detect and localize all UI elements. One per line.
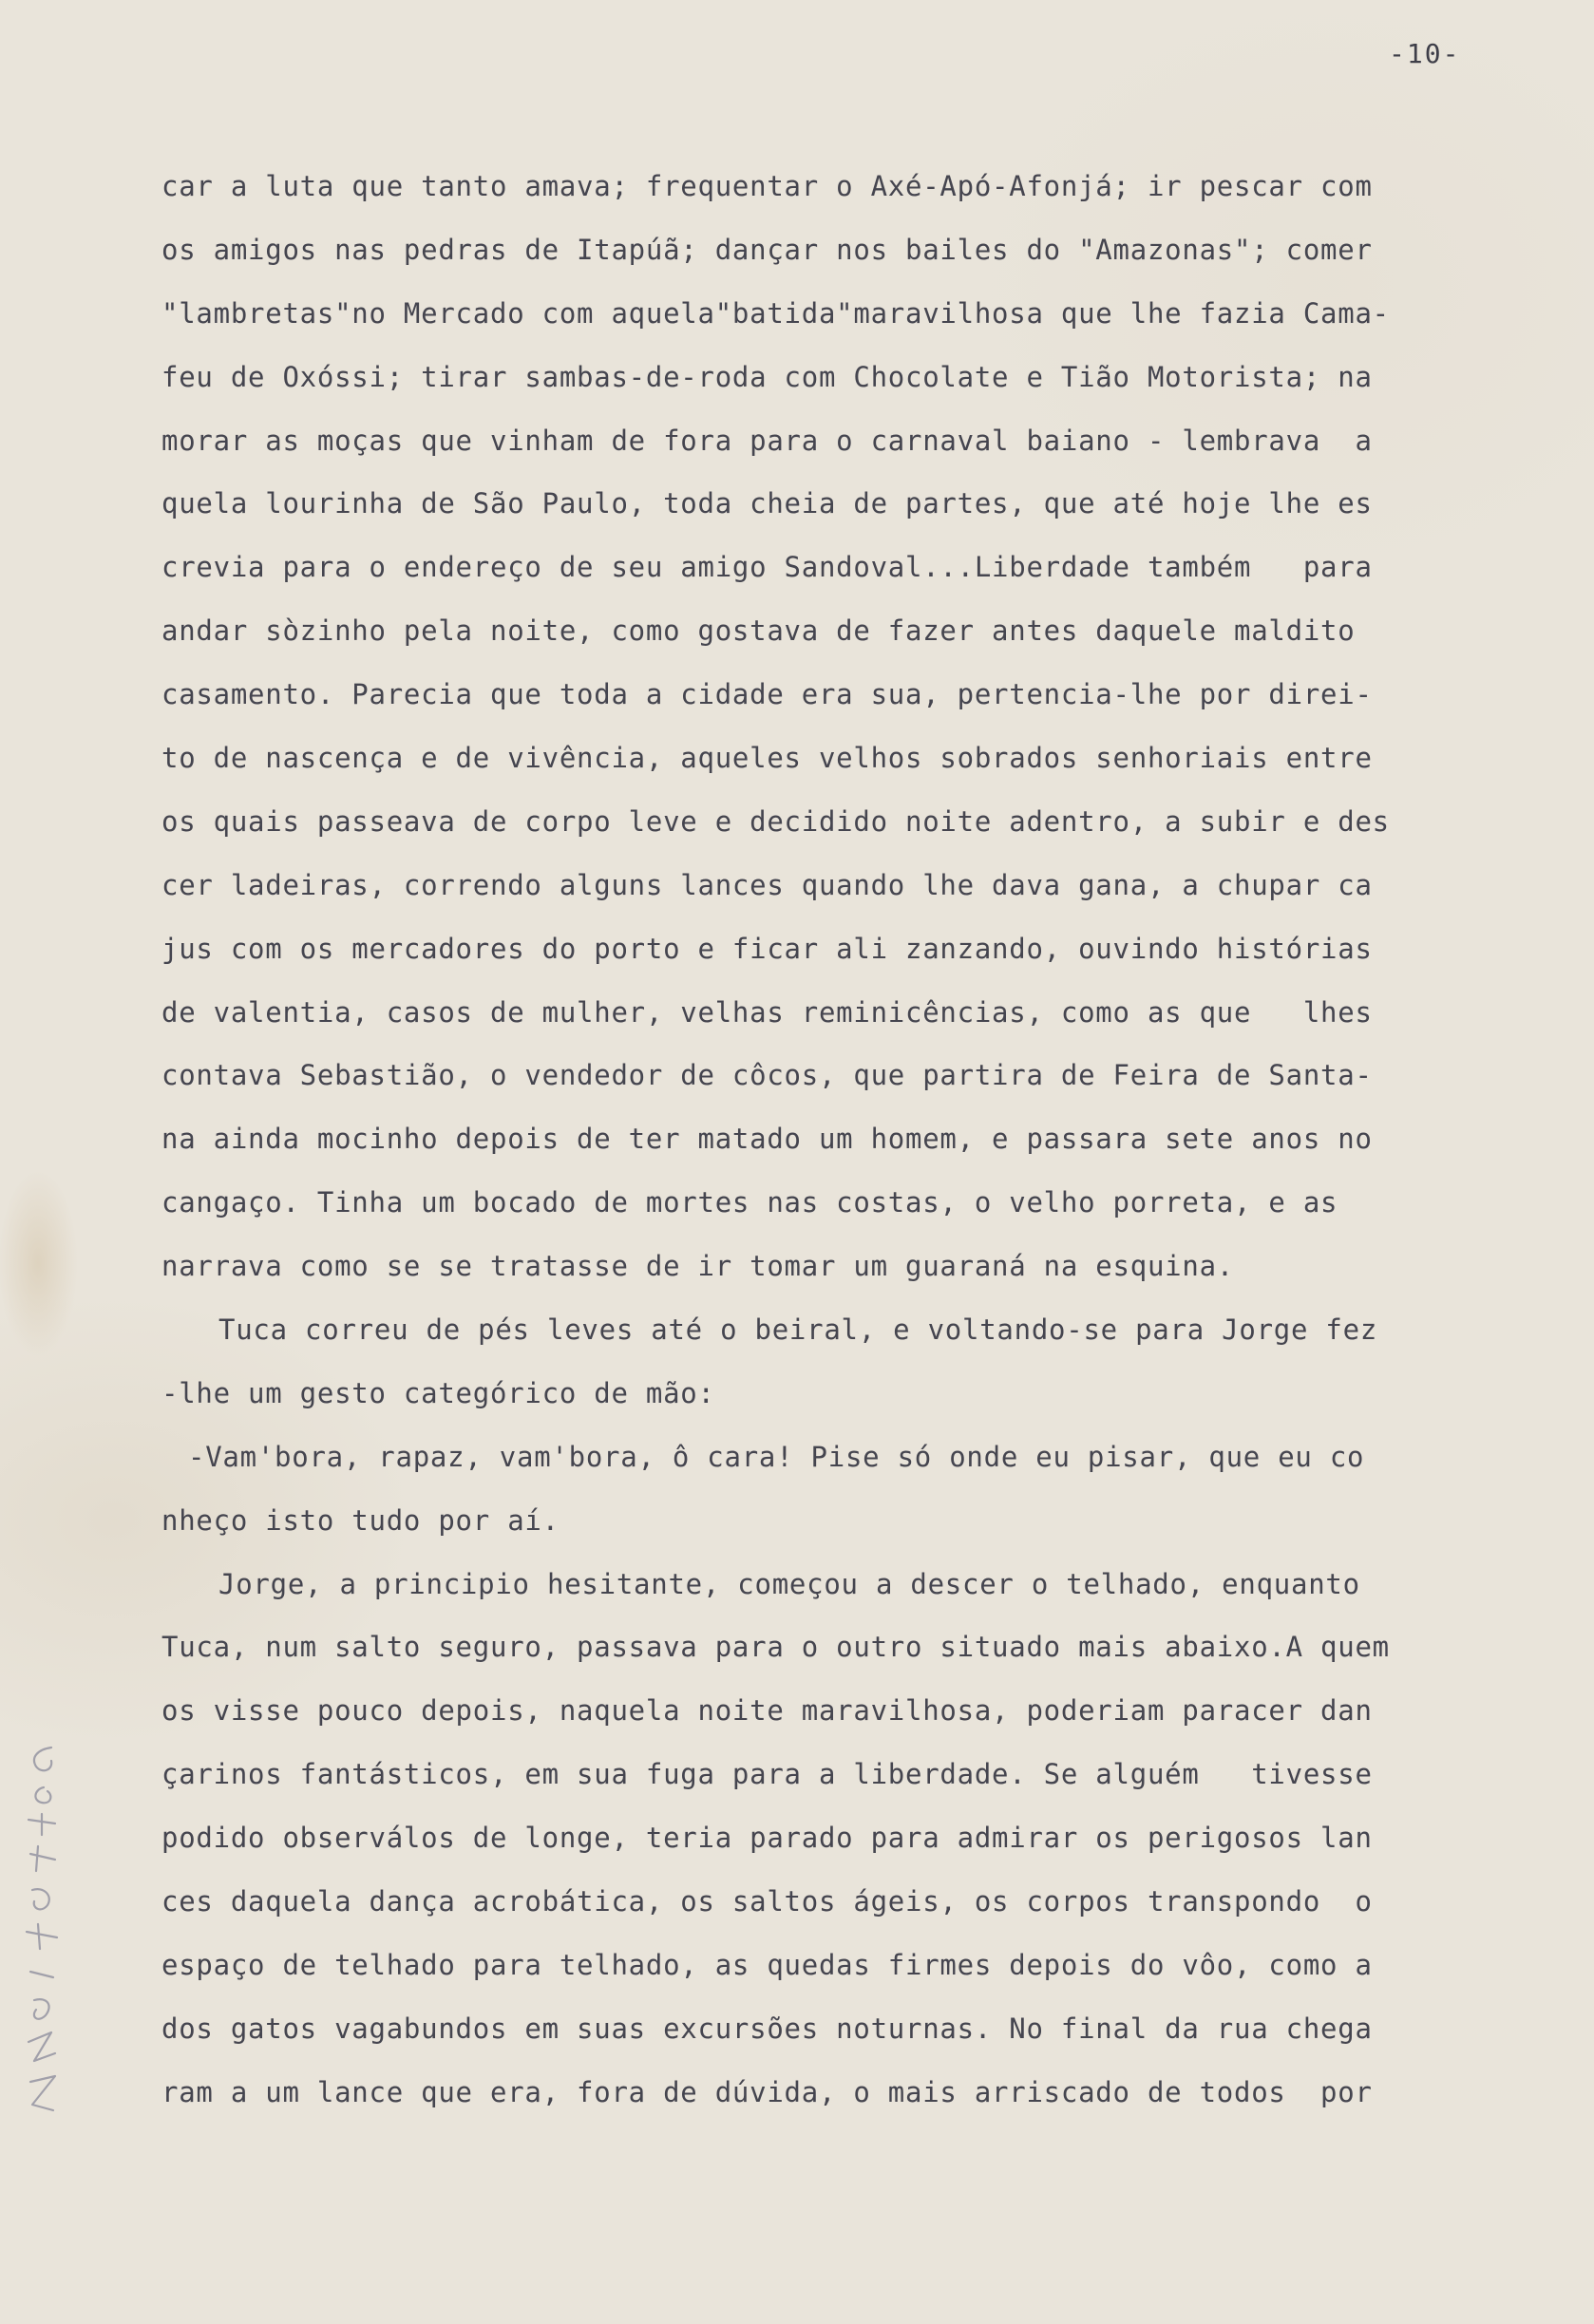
text-line: morar as moças que vinham de fora para o carnaval baiano - lembrava a: [161, 424, 1373, 457]
paragraph-start-line: Jorge, a principio hesitante, começou a descer o telhado, enquanto: [218, 1567, 1360, 1600]
text-line: car a luta que tanto amava; frequentar o Axé-Apó-Afonjá; ir pescar com: [161, 170, 1373, 202]
text-line: çarinos fantásticos, em sua fuga para a liberdade. Se alguém tivesse: [161, 1758, 1373, 1791]
text-line: crevia para o endereço de seu amigo Sandoval...Liberdade também para: [161, 551, 1373, 584]
text-line: jus com os mercadores do porto e ficar ali zanzando, ouvindo histórias: [161, 932, 1373, 965]
text-line: "lambretas"no Mercado com aquela"batida"maravilhosa que lhe fazia Cama-: [161, 296, 1390, 330]
dialogue-line: -Vam'bora, rapaz, vam'bora, ô cara! Pise só onde eu pisar, que eu co: [188, 1440, 1365, 1473]
text-line: andar sòzinho pela noite, como gostava de fazer antes daquele maldito: [161, 614, 1356, 648]
text-line: quela lourinha de São Paulo, toda cheia de partes, que até hoje lhe es: [161, 487, 1373, 520]
text-line: podido observálos de longe, teria parado para admirar os perigosos lan: [161, 1822, 1373, 1855]
handwritten-margin-annotation: [9, 1729, 66, 2137]
text-line: de valentia, casos de mulher, velhas reminicências, como as que lhes: [161, 995, 1373, 1029]
text-line: ces daquela dança acrobática, os saltos ágeis, os corpos transpondo o: [161, 1885, 1373, 1918]
text-line: cangaço. Tinha um bocado de mortes nas costas, o velho porreta, e as: [161, 1186, 1338, 1219]
text-line: os visse pouco depois, naquela noite maravilhosa, poderiam paracer dan: [161, 1694, 1373, 1728]
text-line: os quais passeava de corpo leve e decidido noite adentro, a subir e des: [161, 804, 1390, 838]
typed-body-text: [161, 155, 1520, 2125]
page-number: -10-: [1389, 38, 1461, 69]
text-line: na ainda mocinho depois de ter matado um homem, e passara sete anos no: [161, 1123, 1373, 1156]
text-line: contava Sebastião, o vendedor de côcos, que partira de Feira de Santa-: [161, 1059, 1373, 1092]
text-line: ram a um lance que era, fora de dúvida, o mais arriscado de todos por: [161, 2075, 1373, 2108]
text-line: cer ladeiras, correndo alguns lances quando lhe dava gana, a chupar ca: [161, 868, 1373, 901]
text-line: narrava como se se tratasse de ir tomar um guaraná na esquina.: [161, 1250, 1234, 1283]
text-line: espaço de telhado para telhado, as quedas firmes depois do vôo, como a: [161, 1948, 1373, 1981]
text-line: feu de Oxóssi; tirar sambas-de-roda com Chocolate e Tião Motorista; na: [161, 360, 1373, 393]
text-line: -lhe um gesto categórico de mão:: [161, 1376, 715, 1409]
text-line: nheço isto tudo por aí.: [161, 1503, 560, 1537]
text-line: casamento. Parecia que toda a cidade era sua, pertencia-lhe por direi-: [161, 678, 1373, 711]
paragraph-start-line: Tuca correu de pés leves até o beiral, e voltando-se para Jorge fez: [218, 1313, 1378, 1347]
text-line: Tuca, num salto seguro, passava para o outro situado mais abaixo.A quem: [161, 1631, 1390, 1664]
text-line: os amigos nas pedras de Itapúã; dançar nos bailes do "Amazonas"; comer: [161, 233, 1373, 266]
text-line: dos gatos vagabundos em suas excursões noturnas. No final da rua chega: [161, 2012, 1373, 2045]
text-line: to de nascença e de vivência, aqueles velhos sobrados senhoriais entre: [161, 742, 1373, 775]
